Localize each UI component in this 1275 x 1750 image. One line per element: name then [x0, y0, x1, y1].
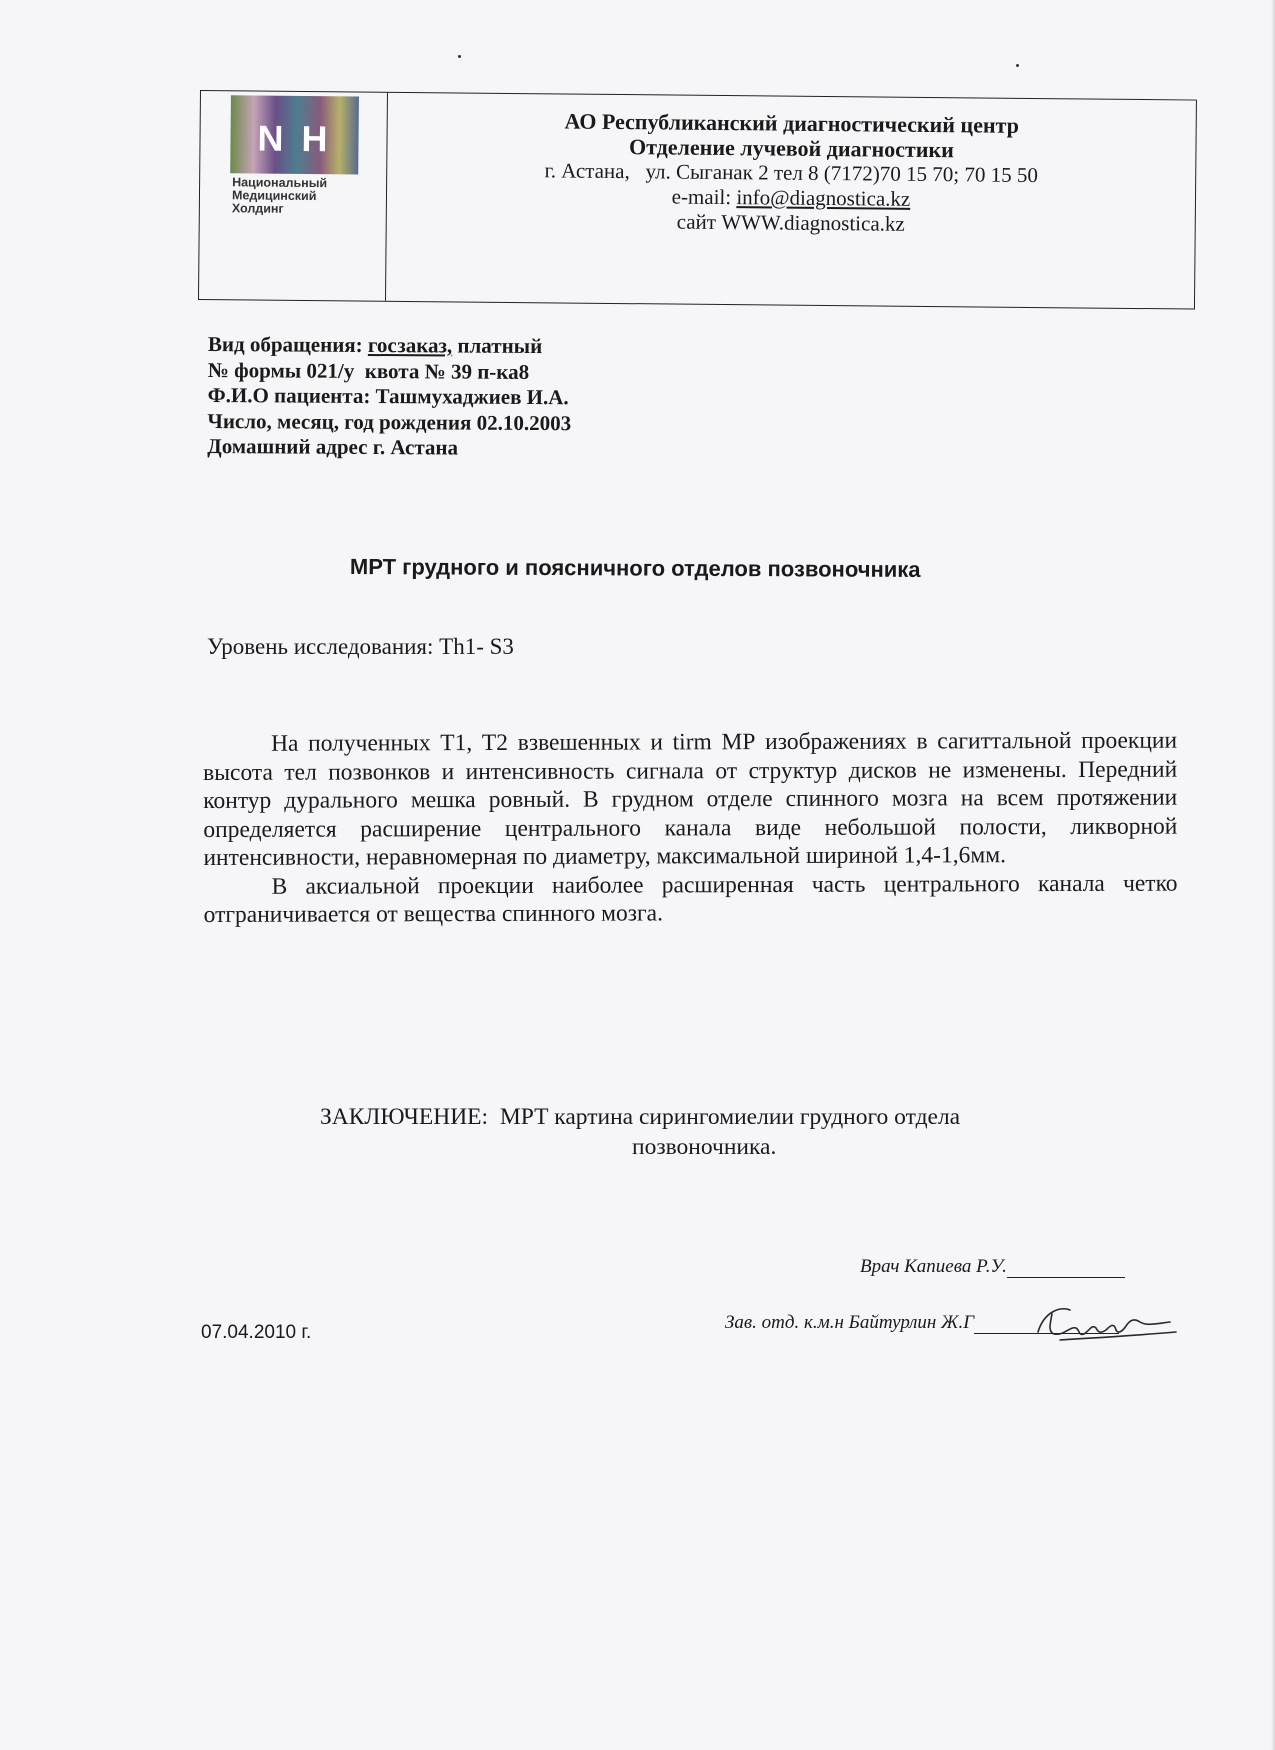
nmh-logo [230, 95, 359, 174]
doctor-signature-line [860, 1256, 1125, 1278]
doctor-name: Врач Капиева Р.У. [860, 1256, 1007, 1277]
organization-address: г. Астана, ул. Сыганак 2 тел 8 (7172)70 15 70; 70 15 50 [544, 158, 1039, 188]
visit-type-selected: госзаказ, [367, 332, 453, 358]
head-name: Зав. отд. к.м.н Байтурлин Ж.Г [725, 1312, 975, 1333]
findings-paragraph: На полученных Т1, Т2 взвешенных и tirm МР изображениях в сагиттальной проекции высота тел позвонков и интенсивность сигнала от структур дисков не изменены. Передний контур дурального мешка ровный. В грудном отделе спинного мозга на всем протяжении определяется расширение центрального канала виде небольшой полости, ликворной интенсивности, неравномерная по диаметру, максимальной шириной 1,4-1,6мм. [203, 727, 1178, 871]
patient-address: Домашний адрес г. Астана [207, 433, 459, 460]
visit-type [208, 332, 572, 360]
visit-type-label: Вид обращения: [207, 332, 369, 357]
email-address: info@diagnostica.kz [736, 185, 911, 211]
scan-speck [1016, 64, 1019, 67]
logo-caption-line: Холдинг [231, 201, 284, 216]
logo-letters: N H [257, 117, 332, 160]
organization-site: сайт WWW.diagnostica.kz [676, 209, 905, 236]
study-level: Уровень исследования: Th1- S3 [207, 634, 514, 659]
email-label: e-mail: [671, 184, 737, 210]
department-name: Отделение лучевой диагностики [628, 134, 954, 163]
logo-caption [232, 176, 372, 216]
letterhead [198, 90, 1197, 310]
conclusion-line: позвоночника. [632, 1134, 777, 1160]
report-title: МРТ грудного и поясничного отделов позвоночника [349, 554, 921, 582]
conclusion-line: ЗАКЛЮЧЕНИЕ: МРТ картина сирингомиелии грудного отдела [320, 1104, 961, 1130]
patient-details [207, 332, 571, 462]
report-date: 07.04.2010 г. [201, 1322, 312, 1343]
findings-paragraph: В аксиальной проекции наиболее расширенная часть центрального канала четко отграничивается от вещества спинного мозга. [203, 870, 1178, 928]
organization-info [386, 93, 1196, 323]
report-conclusion [320, 1102, 1120, 1162]
logo-caption-line: Национальный [232, 175, 328, 191]
report-findings [203, 727, 1178, 930]
organization-name: АО Республиканский диагностический центр [564, 108, 1020, 138]
signature-blank [1007, 1259, 1125, 1278]
scan-speck [458, 55, 461, 58]
logo-cell [199, 91, 388, 301]
logo-caption-line: Медицинский [231, 188, 317, 204]
form-number: № формы 021/у квота № 39 п-ка8 [207, 357, 530, 384]
patient-birth-date: Число, месяц, год рождения 02.10.2003 [207, 408, 572, 435]
handwritten-signature [1030, 1300, 1180, 1350]
page-edge [1271, 0, 1275, 1750]
visit-type-other: платный [452, 333, 543, 359]
patient-name: Ф.И.О пациента: Ташмухаджиев И.А. [207, 382, 569, 410]
